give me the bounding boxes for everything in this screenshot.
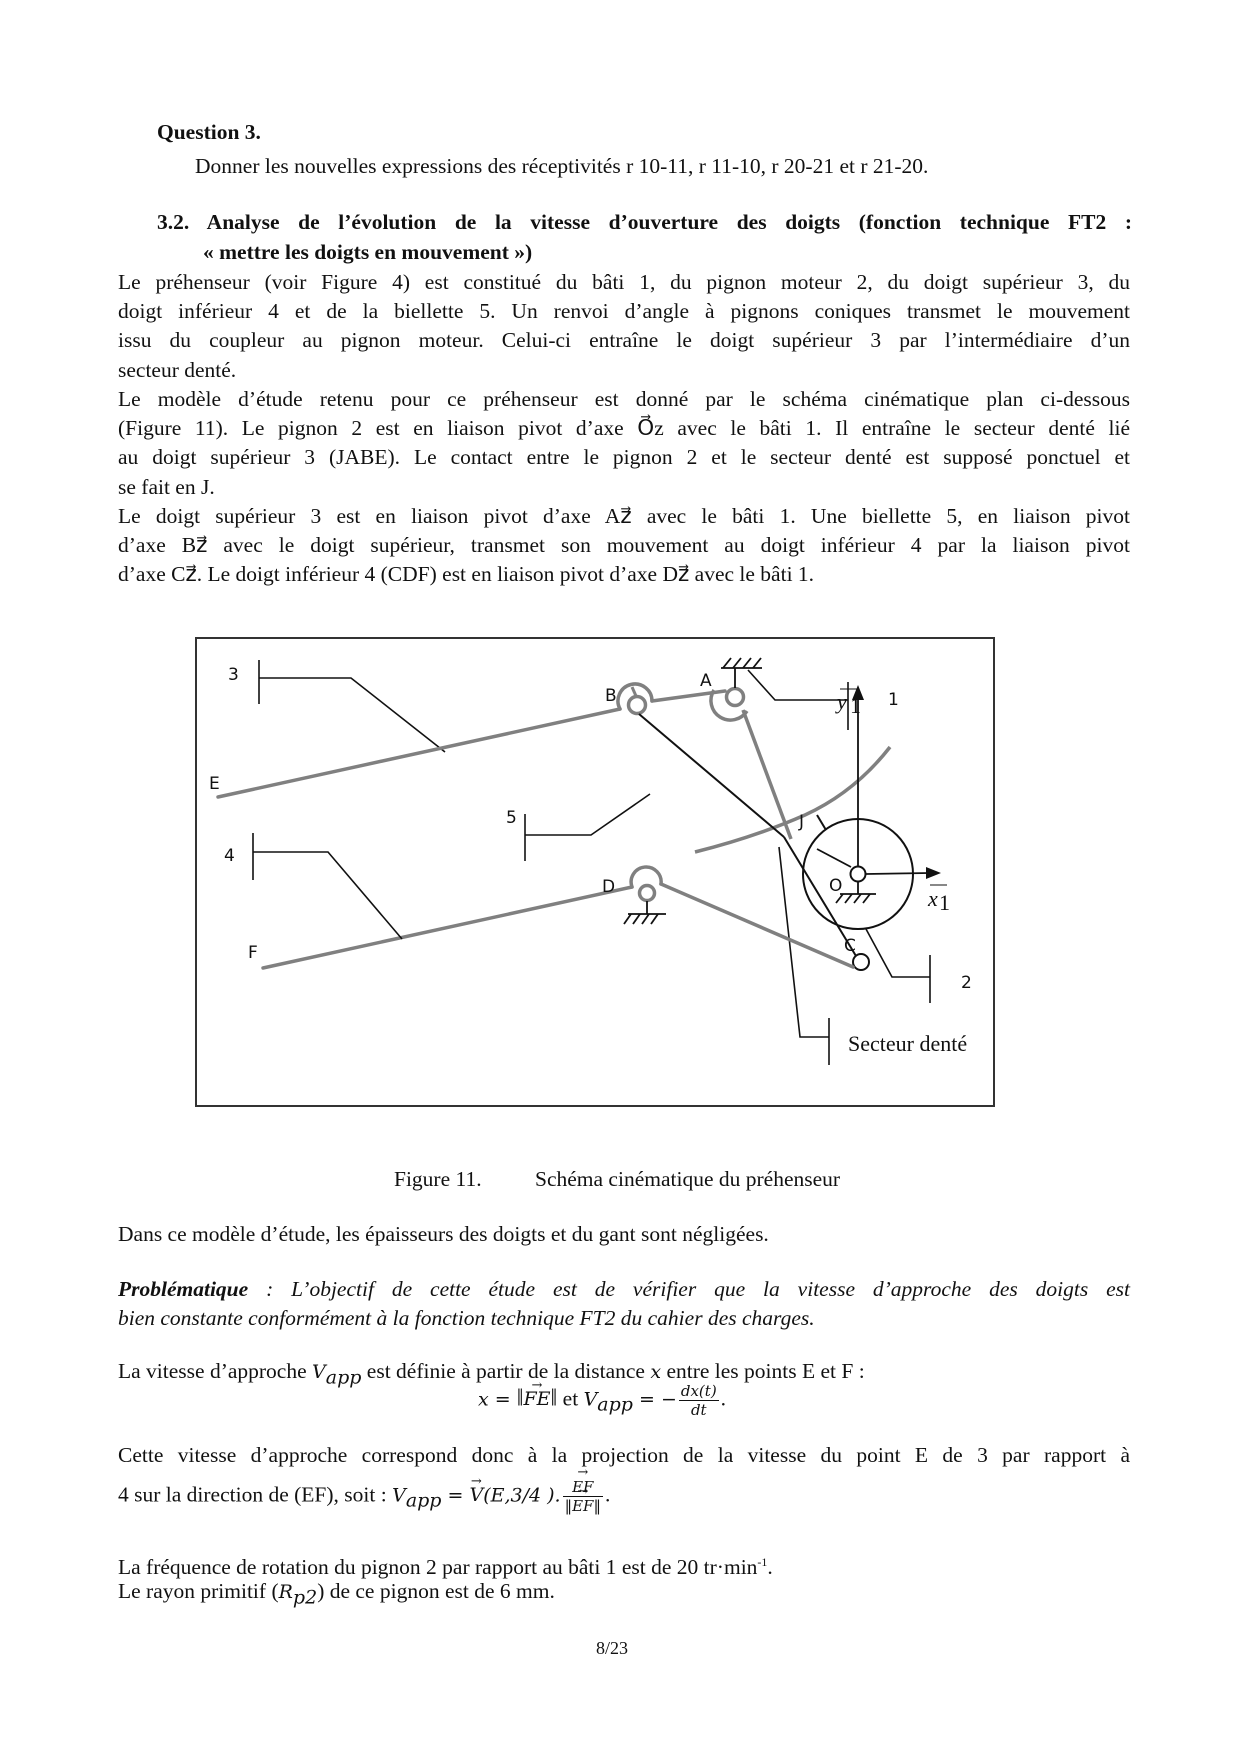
projection-line1: Cette vitesse d’approche correspond donc à la projection de la vitesse du point E de 3 par rapport à [118, 1443, 1130, 1467]
var-x: x [650, 1361, 662, 1383]
paragraph-line: se fait en J. [118, 474, 215, 499]
paragraph-line: d’axe Bz⃗ avec le doigt supérieur, transmet son mouvement au doigt inférieur 4 par la liaison pivot [118, 533, 1130, 558]
label-point-B: B [605, 686, 617, 706]
var-V: V [312, 1361, 326, 1383]
label-part-3: 3 [228, 665, 239, 685]
eq-V: V [583, 1388, 598, 1411]
label-point-O: O [829, 876, 843, 896]
label-point-F: F [248, 943, 258, 963]
figure-caption-number: Figure 11. [394, 1167, 482, 1191]
section-heading-line2: « mettre les doigts en mouvement ») [203, 240, 533, 264]
text-fragment: . [767, 1555, 773, 1580]
fraction-dxdt [679, 1382, 719, 1419]
question-title: Question 3. [157, 120, 261, 144]
var-V-sub: app [325, 1366, 362, 1389]
pivot-A [727, 689, 744, 706]
proj-V-sub: app [405, 1489, 442, 1512]
label-point-J: J [799, 812, 805, 832]
section-heading-line1: 3.2. Analyse de l’évolution de la vitesse d’ouverture des doigts (fonction technique FT2 : [157, 210, 1132, 234]
paragraph-line: Le préhenseur (voir Figure 4) est constitué du bâti 1, du pignon moteur 2, du doigt supérieur 3, du [118, 270, 1130, 294]
label-part-1: 1 [888, 690, 899, 710]
paragraph-liaisons [118, 502, 1130, 590]
text-fragment: Le rayon primitif ( [118, 1579, 279, 1603]
vector-FE: → FE [523, 1385, 550, 1414]
text-fragment: ) de ce pignon est de 6 mm. [317, 1579, 555, 1603]
text-fragment: est définie à partir de la distance [361, 1359, 651, 1383]
paragraph-composition [118, 268, 1130, 385]
pivot-O [851, 867, 866, 882]
eq-V-sub: app [597, 1393, 633, 1416]
vector-V: → V [469, 1481, 483, 1510]
question-text: Donner les nouvelles expressions des réceptivités r 10-11, r 11-10, r 20-21 et r 21-20. [195, 154, 929, 178]
problematique-label: Problématique [118, 1277, 249, 1301]
label-point-D: D [602, 877, 616, 897]
label-axis-x-sub: 1 [939, 890, 950, 915]
paragraph-line: Le doigt supérieur 3 est en liaison pivot d’axe Az⃗ avec le bâti 1. Une biellette 5, en liaison pivot [118, 504, 1130, 528]
text-fragment: 4 sur la direction de (EF), soit : [118, 1482, 393, 1507]
vector-EF-norm: → EF [572, 1497, 593, 1515]
var-R-sub: p2 [292, 1586, 318, 1609]
label-part-4: 4 [224, 846, 235, 866]
text-fragment: entre les points E et F : [661, 1359, 865, 1383]
problematique-line2: bien constante conformément à la fonction technique FT2 du cahier des charges. [118, 1306, 815, 1330]
rayon-text [118, 1577, 555, 1612]
exponent: -1 [757, 1555, 768, 1569]
paragraph-line: au doigt supérieur 3 (JABE). Le contact entre le pignon 2 et le secteur denté est supposé ponctuel et [118, 445, 1130, 470]
note-text: Dans ce modèle d’étude, les épaisseurs des doigts et du gant sont négligées. [118, 1222, 769, 1246]
page-number: 8/23 [596, 1638, 629, 1658]
label-point-C: C [844, 936, 856, 956]
paragraph-model [118, 385, 1130, 502]
kinematic-diagram [195, 637, 995, 1107]
pivot-C [853, 954, 869, 970]
text-fragment: La vitesse d’approche [118, 1359, 313, 1383]
paragraph-line: (Figure 11). Le pignon 2 est en liaison pivot d’axe O⃗z avec le bâti 1. Il entraîne le secteur denté lié [118, 416, 1130, 441]
eq-minus: = − [632, 1388, 677, 1411]
norm-bar-left: ‖ [516, 1385, 524, 1412]
figure-caption-text: Schéma cinématique du préhenseur [535, 1167, 841, 1191]
proj-equals: = [441, 1484, 470, 1507]
projection-line2: 4 sur la direction de (EF), soit : $V_{app}$ = → V(E,3/4 ). → $\frac{EF}{‖\to EF‖}$ . [118, 1478, 610, 1516]
pivot-B [629, 697, 646, 714]
label-part-5: 5 [506, 808, 517, 828]
paragraph-line: Le modèle d’étude retenu pour ce préhenseur est donné par le schéma cinématique plan ci-dessous [118, 387, 1130, 411]
label-axis-y: y [837, 689, 847, 714]
fraction-denominator: ‖→ EF‖ [563, 1497, 603, 1515]
var-R: R [278, 1581, 293, 1603]
proj-V: V [392, 1484, 406, 1507]
eq-x: x = [478, 1388, 517, 1411]
paragraph-line: secteur denté. [118, 357, 237, 382]
pivot-D [640, 886, 655, 901]
fraction-numerator: dx(t) [680, 1382, 717, 1400]
paragraph-line: issu du coupleur au pignon moteur. Celui-ci entraîne le doigt supérieur 3 par l’intermédiaire d’un [118, 328, 1130, 353]
label-point-A: A [700, 671, 712, 691]
paragraph-line: d’axe Cz⃗. Le doigt inférieur 4 (CDF) est en liaison pivot d’axe Dz⃗ avec le bâti 1. [118, 562, 815, 587]
equation-vapp: x = ‖→ FE‖ et $V_{app}$ = − $\frac{dx(t)}{dt}$ . [478, 1382, 726, 1420]
problematique-text: : L’objectif de cette étude est de vérifier que la vitesse d’approche des doigts est [248, 1277, 1130, 1301]
proj-args: (E,3/4 ). [483, 1484, 561, 1507]
paragraph-line: doigt inférieur 4 et de la biellette 5. Un renvoi d’angle à pignons coniques transmet le mouvement [118, 299, 1130, 324]
fraction-denominator: dt [690, 1401, 707, 1419]
label-axis-y-sub: 1 [850, 693, 861, 718]
fraction-unit-EF [563, 1478, 603, 1515]
text-fragment: La fréquence de rotation du pignon 2 par rapport au bâti 1 est de 20 tr·min [118, 1555, 758, 1580]
problematique-line1 [118, 1275, 1130, 1304]
label-secteur-dente: Secteur denté [848, 1031, 968, 1056]
label-axis-x: x [928, 886, 938, 911]
norm-bar-right: ‖ [550, 1385, 558, 1412]
label-part-2: 2 [961, 973, 972, 993]
vector-EF: → EF [572, 1478, 593, 1496]
eq-et: et [557, 1386, 584, 1411]
label-point-E: E [209, 774, 220, 794]
